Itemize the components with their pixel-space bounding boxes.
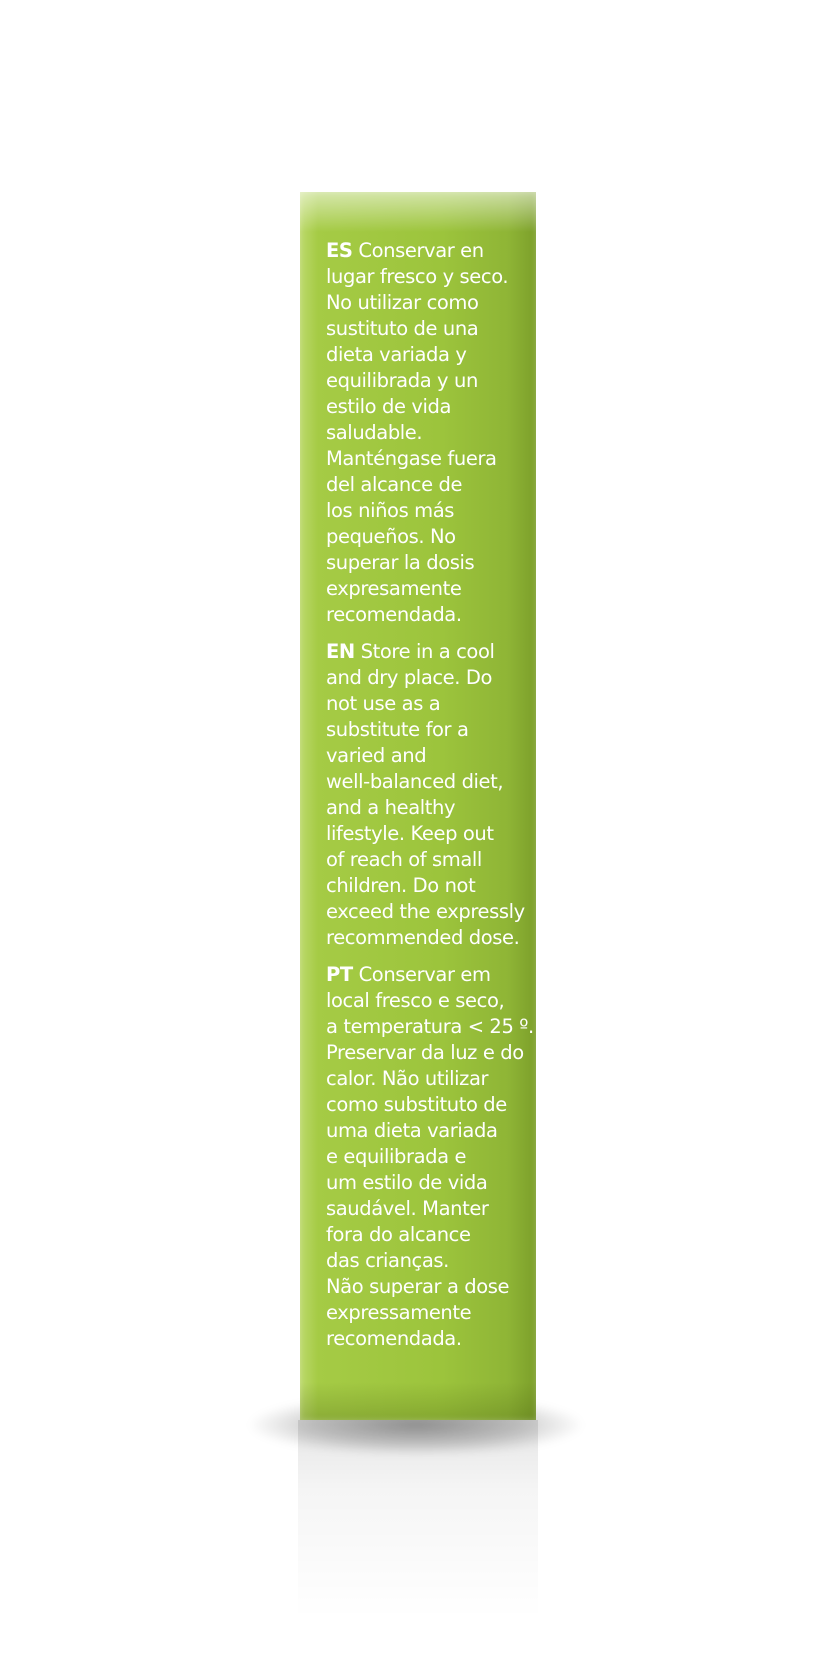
line: No utilizar como bbox=[326, 291, 479, 314]
line: como substituto de bbox=[326, 1093, 507, 1116]
lang-code-es: ES bbox=[326, 239, 353, 262]
lang-code-en: EN bbox=[326, 640, 355, 663]
line: equilibrada y un bbox=[326, 369, 478, 392]
line: varied and bbox=[326, 744, 427, 767]
line: EN Store in a cool bbox=[326, 640, 495, 663]
line: superar la dosis bbox=[326, 551, 475, 574]
line: ES Conservar en bbox=[326, 239, 484, 262]
line: saludable. bbox=[326, 421, 423, 444]
line: pequeños. No bbox=[326, 525, 456, 548]
line: of reach of small bbox=[326, 848, 482, 871]
line: not use as a bbox=[326, 692, 441, 715]
line: sustituto de una bbox=[326, 317, 479, 340]
line: expresamente bbox=[326, 577, 462, 600]
line: Preservar da luz e do bbox=[326, 1041, 524, 1064]
line: Manténgase fuera bbox=[326, 447, 497, 470]
label-text bbox=[326, 238, 534, 1363]
line: recommended dose. bbox=[326, 926, 520, 949]
paragraph-en bbox=[326, 639, 526, 951]
line: lugar fresco y seco. bbox=[326, 265, 509, 288]
line: substitute for a bbox=[326, 718, 469, 741]
line: Não superar a dose bbox=[326, 1275, 510, 1298]
line: los niños más bbox=[326, 499, 455, 522]
line: das crianças. bbox=[326, 1249, 449, 1272]
line: and dry place. Do bbox=[326, 666, 493, 689]
line: um estilo de vida bbox=[326, 1171, 488, 1194]
line: and a healthy bbox=[326, 796, 456, 819]
line: e equilibrada e bbox=[326, 1145, 467, 1168]
paragraph-pt bbox=[326, 962, 534, 1352]
line: recomendada. bbox=[326, 1327, 462, 1350]
line: children. Do not bbox=[326, 874, 476, 897]
line: a temperatura < 25 º. bbox=[326, 1015, 534, 1038]
line: del alcance de bbox=[326, 473, 463, 496]
line: local fresco e seco, bbox=[326, 989, 505, 1012]
line: dieta variada y bbox=[326, 343, 467, 366]
package-side-panel bbox=[300, 192, 536, 1420]
line: well-balanced diet, bbox=[326, 770, 504, 793]
line: estilo de vida bbox=[326, 395, 452, 418]
line: recomendada. bbox=[326, 603, 462, 626]
line: exceed the expressly bbox=[326, 900, 525, 923]
line: fora do alcance bbox=[326, 1223, 471, 1246]
line: uma dieta variada bbox=[326, 1119, 498, 1142]
line: expressamente bbox=[326, 1301, 472, 1324]
paragraph-es bbox=[326, 238, 526, 628]
line: saudável. Manter bbox=[326, 1197, 489, 1220]
lang-code-pt: PT bbox=[326, 963, 353, 986]
line: calor. Não utilizar bbox=[326, 1067, 489, 1090]
line: PT Conservar em bbox=[326, 963, 491, 986]
line: lifestyle. Keep out bbox=[326, 822, 494, 845]
